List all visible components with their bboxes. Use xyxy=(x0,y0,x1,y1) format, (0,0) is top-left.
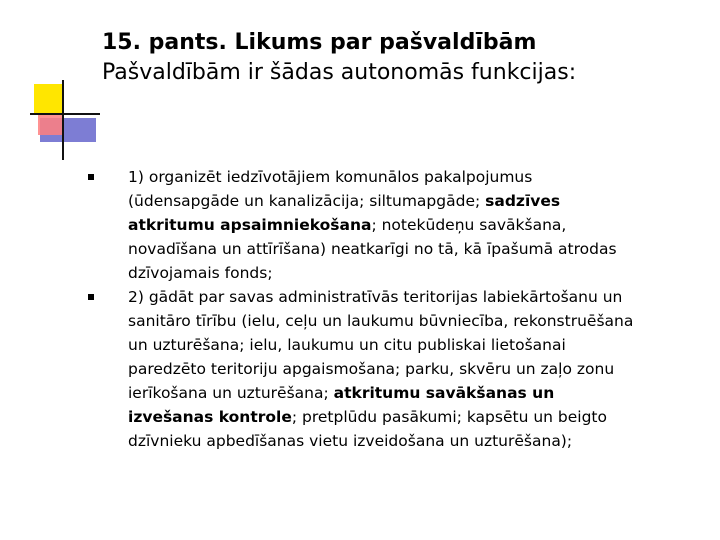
title-subheading: Pašvaldībām ir šādas autonomās funkcijas: xyxy=(102,60,577,85)
text-run: dzīvnieku apbedīšanas vietu izveidošana un uzturēšana); xyxy=(128,432,573,450)
slide-title xyxy=(102,28,702,88)
decorative-logo xyxy=(30,80,100,160)
horizontal-line-decoration xyxy=(30,113,100,115)
text-line xyxy=(128,357,708,381)
text-line xyxy=(128,261,708,285)
text-run: novadīšana un attīrīšana) neatkarīgi no tā, kā īpašumā atrodas xyxy=(128,240,617,258)
text-line xyxy=(128,165,708,189)
text-line xyxy=(128,189,708,213)
text-line xyxy=(128,405,708,429)
bold-text-run: sadzīves xyxy=(485,192,561,210)
yellow-square-decoration xyxy=(34,84,64,114)
text-run: ; pretplūdu pasākumi; kapsētu un beigto xyxy=(291,408,607,426)
bold-text-run: izvešanas kontrole xyxy=(128,408,292,426)
text-run: sanitāro tīrību (ielu, ceļu un laukumu būvniecība, rekonstruēšana xyxy=(128,312,634,330)
bullet-icon xyxy=(88,294,94,300)
text-run: 1) organizēt iedzīvotājiem komunālos pakalpojumus xyxy=(128,168,533,186)
text-line xyxy=(128,285,708,309)
text-run: dzīvojamais fonds; xyxy=(128,264,273,282)
text-run: ; notekūdeņu savākšana, xyxy=(371,216,567,234)
text-line xyxy=(128,381,708,405)
list-item xyxy=(88,165,708,285)
text-line xyxy=(128,429,708,453)
text-run: un uzturēšana; ielu, laukumu un citu publiskai lietošanai xyxy=(128,336,566,354)
text-run: 2) gādāt par savas administratīvās teritorijas labiekārtošanu un xyxy=(128,288,623,306)
bold-text-run: atkritumu apsaimniekošana xyxy=(128,216,372,234)
text-run: (ūdensapgāde un kanalizācija; siltumapgāde; xyxy=(128,192,486,210)
text-line xyxy=(128,237,708,261)
text-line xyxy=(128,309,708,333)
red-square-decoration xyxy=(38,113,64,135)
bold-text-run: atkritumu savākšanas un xyxy=(333,384,555,402)
text-line xyxy=(128,333,708,357)
bullet-list xyxy=(88,165,708,453)
vertical-line-decoration xyxy=(62,80,64,160)
text-line xyxy=(128,213,708,237)
text-run: ierīkošana un uzturēšana; xyxy=(128,384,334,402)
text-run: paredzēto teritoriju apgaismošana; parku, skvēru un zaļo zonu xyxy=(128,360,615,378)
bullet-icon xyxy=(88,174,94,180)
list-item xyxy=(88,285,708,453)
title-heading: 15. pants. Likums par pašvaldībām xyxy=(102,30,537,55)
